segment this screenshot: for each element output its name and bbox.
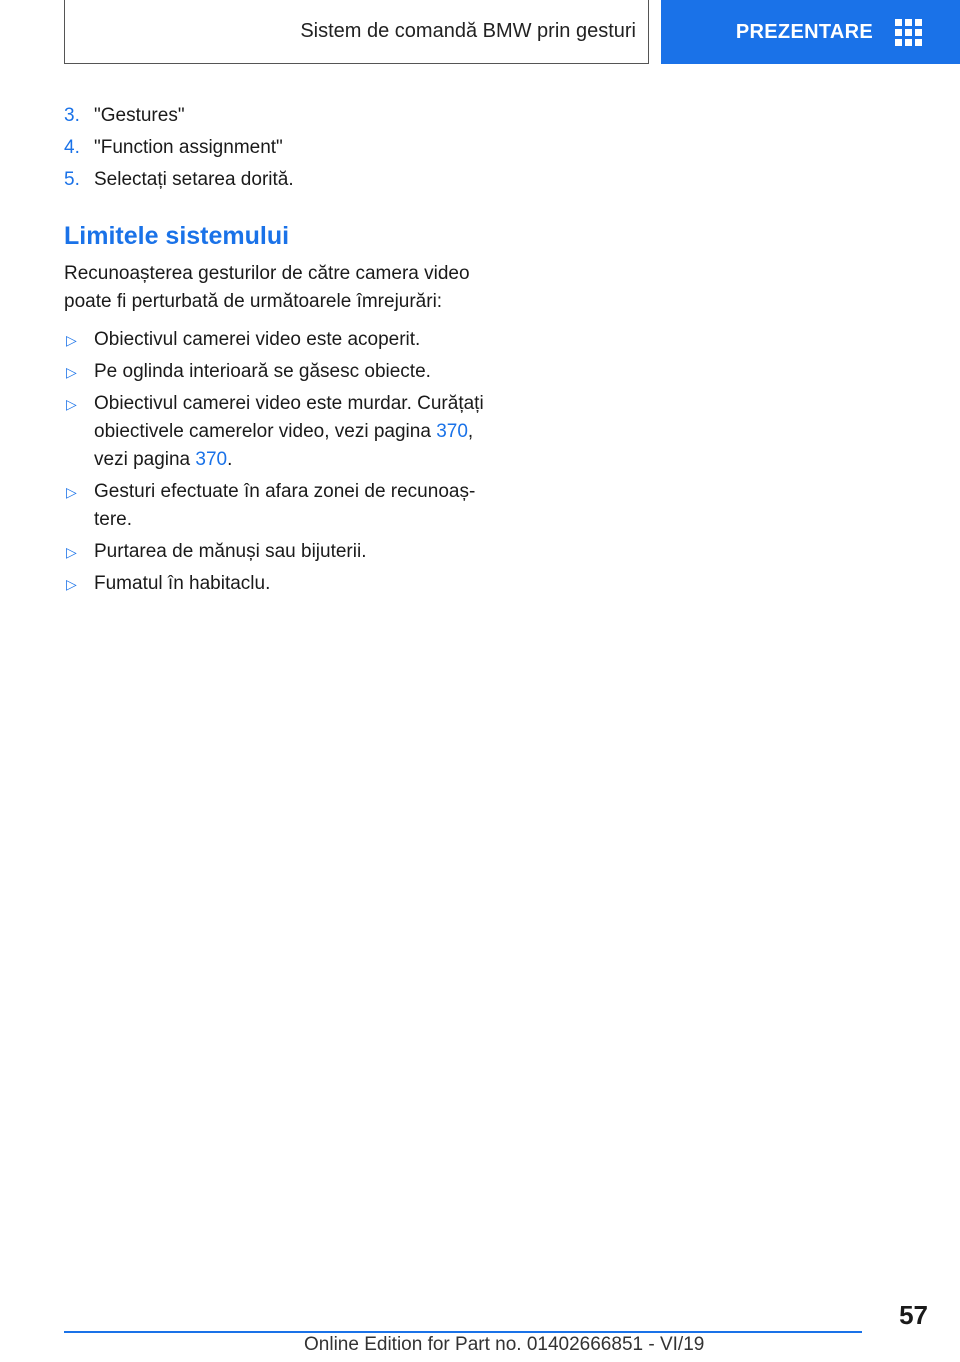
triangle-bullet-icon: ▷	[66, 364, 77, 380]
list-item	[64, 390, 484, 474]
section-intro: Recunoașterea gesturilor de către camera video poate fi perturbată de următoarele îmrejurări:	[64, 263, 470, 312]
step-text: "Gestures"	[94, 105, 185, 126]
page-number: 57	[899, 1300, 928, 1330]
list-item	[64, 358, 484, 386]
page-link-370[interactable]: 370	[436, 421, 468, 442]
list-item-text: Purtarea de mănuși sau bijuterii.	[94, 541, 367, 562]
page-link-370[interactable]: 370	[195, 449, 228, 470]
list-item-text: Pe oglinda interioară se găsesc obiecte.	[94, 361, 431, 382]
step-number: 4.	[64, 137, 80, 158]
footer-divider	[64, 1331, 862, 1333]
text-segment: .	[227, 449, 233, 470]
step-number: 5.	[64, 169, 80, 190]
section-heading: Limitele sistemului	[64, 222, 290, 250]
step-list	[64, 100, 484, 196]
triangle-bullet-icon: ▷	[66, 544, 77, 560]
step-number: 3.	[64, 105, 80, 126]
list-item-text	[94, 390, 484, 474]
header-title-text: Sistem de comandă BMW prin gesturi	[300, 20, 636, 42]
text-segment: Obiectivul camerei video este murdar. Curățați obiectivele camerelor video, vezi pagina	[94, 393, 484, 442]
text-segment: , vezi pagina	[94, 421, 474, 470]
list-item-text: Fumatul în habitaclu.	[94, 573, 271, 594]
limitations-list	[64, 326, 484, 598]
footer-edition-text: Online Edition for Part no. 01402666851 - VI/19	[304, 1334, 705, 1355]
list-item	[64, 478, 484, 534]
triangle-bullet-icon: ▷	[66, 576, 77, 592]
header-tab-label: PREZENTARE	[735, 20, 873, 43]
step-text: "Function assignment"	[94, 137, 283, 158]
header-section-title	[64, 0, 649, 64]
grid-menu-icon[interactable]	[895, 19, 922, 46]
list-item-text: Obiectivul camerei video este acoperit.	[94, 329, 421, 350]
triangle-bullet-icon: ▷	[66, 396, 77, 412]
triangle-bullet-icon: ▷	[66, 332, 77, 348]
list-item	[64, 326, 484, 354]
list-item	[64, 570, 484, 598]
step-item	[64, 132, 484, 164]
header-tab-prezentare[interactable]	[661, 0, 960, 64]
step-text: Selectați setarea dorită.	[94, 169, 294, 190]
step-item	[64, 100, 484, 132]
triangle-bullet-icon: ▷	[66, 484, 77, 500]
main-content	[64, 100, 484, 602]
step-item	[64, 164, 484, 196]
list-item	[64, 538, 484, 566]
list-item-text: Gesturi efectuate în afara zonei de recunoaștere.	[94, 481, 476, 530]
